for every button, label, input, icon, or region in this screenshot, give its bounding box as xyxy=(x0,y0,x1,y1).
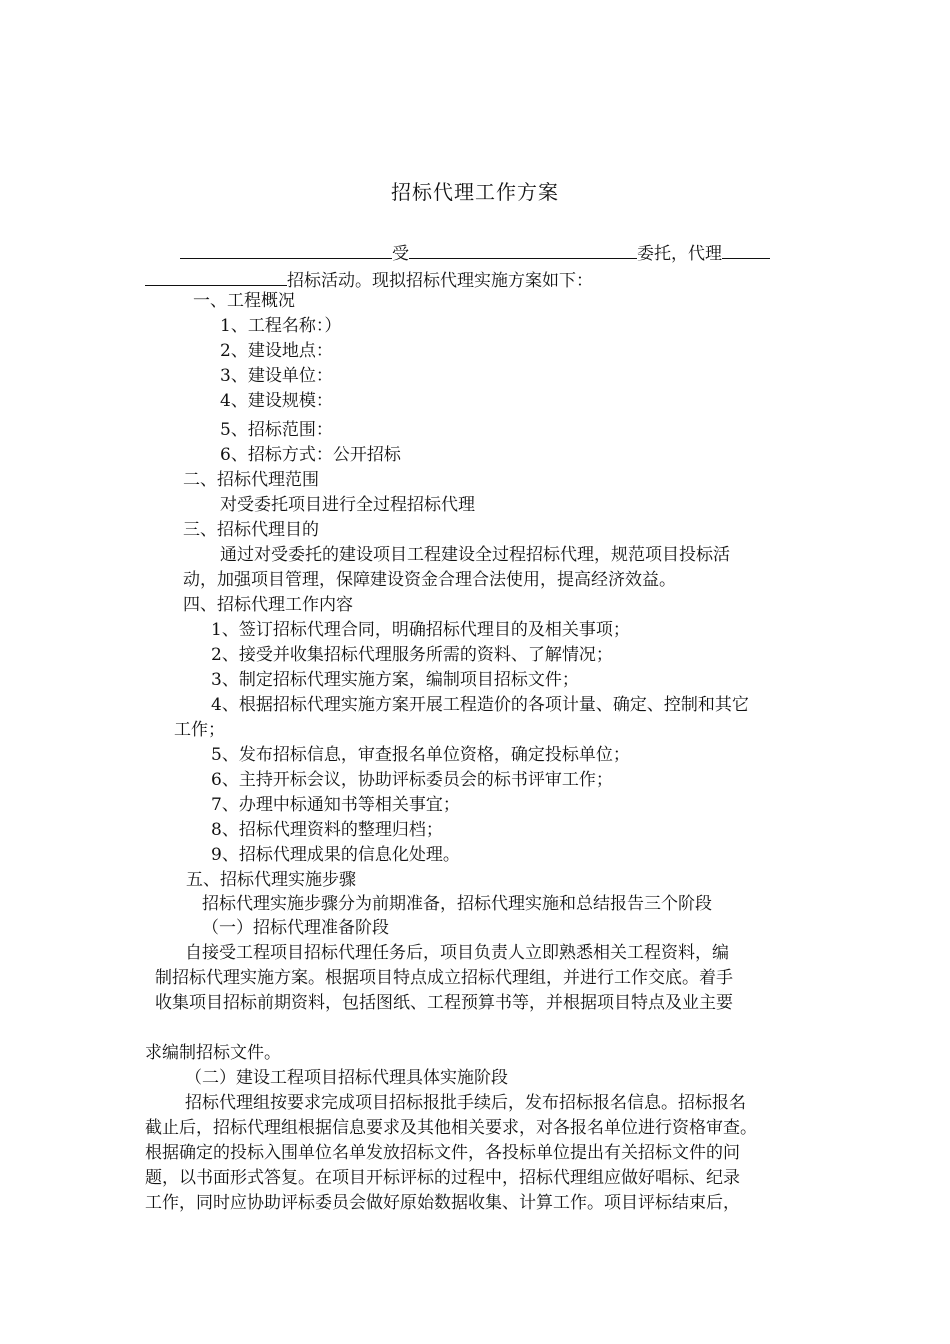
blank-line xyxy=(180,240,392,259)
list-item: 8、招标代理资料的整理归档； xyxy=(211,820,443,840)
paragraph-line: 动，加强项目管理，保障建设资金合理合法使用，提高经济效益。 xyxy=(183,570,676,590)
list-item: 7、办理中标通知书等相关事宜； xyxy=(211,795,460,815)
paragraph-line: 截止后，招标代理组根据信息要求及其他相关要求，对各报名单位进行资格审查。 xyxy=(145,1118,757,1138)
subsection-1-heading: （一）招标代理准备阶段 xyxy=(202,918,389,938)
intro-line-1 xyxy=(180,240,770,265)
list-item: 1、签订招标代理合同，明确招标代理目的及相关事项； xyxy=(211,620,630,640)
list-item: 1、工程名称：） xyxy=(220,316,342,336)
list-item: 6、主持开标会议，协助评标委员会的标书评审工作； xyxy=(211,770,613,790)
section-3-heading: 三、招标代理目的 xyxy=(183,520,319,540)
subsection-2-heading: （二）建设工程项目招标代理具体实施阶段 xyxy=(185,1068,508,1088)
intro-weituo: 委托，代理 xyxy=(637,244,722,264)
list-item: 5、发布招标信息，审查报名单位资格，确定投标单位； xyxy=(211,745,630,765)
paragraph-line: 工作，同时应协助评标委员会做好原始数据收集、计算工作。项目评标结束后， xyxy=(145,1193,740,1213)
blank-line xyxy=(722,240,770,259)
paragraph-line: 收集项目招标前期资料，包括图纸、工程预算书等，并根据项目特点及业主要 xyxy=(155,993,733,1013)
paragraph-line: 通过对受委托的建设项目工程建设全过程招标代理，规范项目投标活 xyxy=(220,545,730,565)
intro-shou: 受 xyxy=(392,244,409,264)
intro-rest: 招标活动。现拟招标代理实施方案如下： xyxy=(287,271,593,291)
list-item: 2、建设地点： xyxy=(220,341,333,361)
list-item: 3、建设单位： xyxy=(220,366,333,386)
paragraph-line: 招标代理组按要求完成项目招标报批手续后，发布招标报名信息。招标报名 xyxy=(185,1093,746,1113)
list-item: 4、建设规模： xyxy=(220,391,333,411)
paragraph-line: 对受委托项目进行全过程招标代理 xyxy=(220,495,475,515)
list-item: 工作； xyxy=(174,720,225,740)
section-5-heading: 五、招标代理实施步骤 xyxy=(186,870,356,890)
list-item: 6、招标方式：公开招标 xyxy=(220,445,401,465)
blank-line xyxy=(145,267,287,286)
section-2-heading: 二、招标代理范围 xyxy=(183,470,319,490)
intro-line-2 xyxy=(145,267,593,292)
paragraph-line: 根据确定的投标入围单位名单发放招标文件，各投标单位提出有关招标文件的问 xyxy=(145,1143,740,1163)
list-item: 3、制定招标代理实施方案，编制项目招标文件； xyxy=(211,670,579,690)
section-1-heading: 一、工程概况 xyxy=(193,291,295,311)
paragraph-line: 题，以书面形式答复。在项目开标评标的过程中，招标代理组应做好唱标、纪录 xyxy=(145,1168,740,1188)
paragraph-line: 招标代理实施步骤分为前期准备，招标代理实施和总结报告三个阶段 xyxy=(202,894,712,914)
paragraph-line: 求编制招标文件。 xyxy=(145,1043,281,1063)
list-item: 4、根据招标代理实施方案开展工程造价的各项计量、确定、控制和其它 xyxy=(211,695,749,715)
list-item: 5、招标范围： xyxy=(220,420,333,440)
document-title: 招标代理工作方案 xyxy=(391,180,559,204)
paragraph-line: 自接受工程项目招标代理任务后，项目负责人立即熟悉相关工程资料，编 xyxy=(185,943,729,963)
list-item: 9、招标代理成果的信息化处理。 xyxy=(211,845,460,865)
section-4-heading: 四、招标代理工作内容 xyxy=(183,595,353,615)
paragraph-line: 制招标代理实施方案。根据项目特点成立招标代理组，并进行工作交底。着手 xyxy=(155,968,733,988)
blank-line xyxy=(409,240,637,259)
list-item: 2、接受并收集招标代理服务所需的资料、了解情况； xyxy=(211,645,613,665)
